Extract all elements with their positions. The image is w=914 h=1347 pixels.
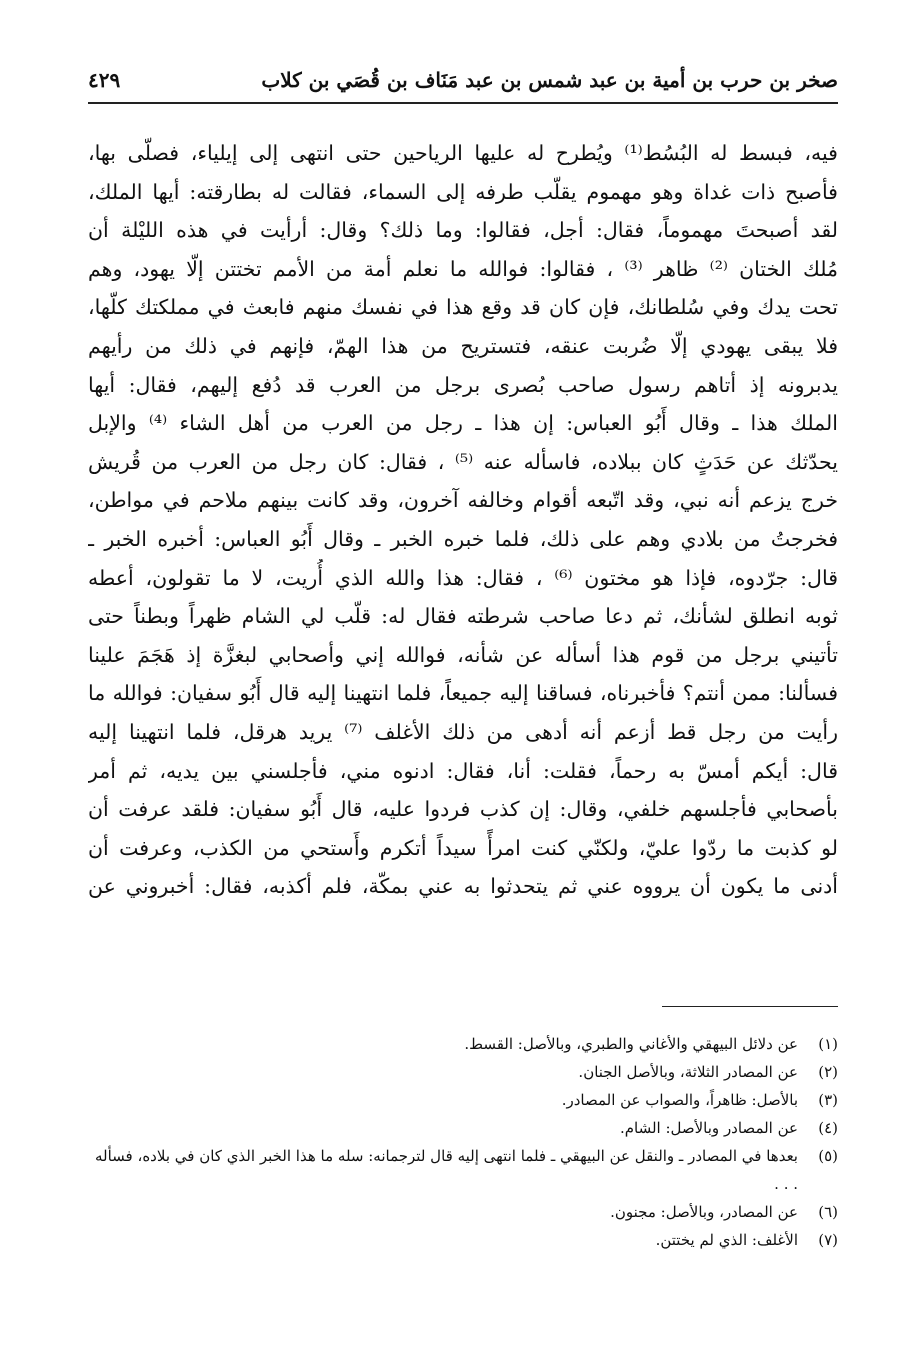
body-line: فيه، فبسط له البُسُط⁽¹⁾ ويُطرح له عليها الرياحين حتى انتهى إلى إيلياء، فصلّى بها، bbox=[88, 141, 838, 165]
footnote-separator bbox=[662, 1006, 838, 1007]
body-line: فخرجتُ من بلادي وهم على ذلك، فلما خبره الخبر ـ وقال أَبُو العباس: أخبره الخبر ـ bbox=[88, 526, 838, 551]
footnote-text: عن المصادر، وبالأصل: مجنون. bbox=[610, 1203, 798, 1221]
body-line: تأتيني برجل من قوم هذا أسأله عن شأنه، فوالله إني وأصحابي لبغزَّة إذ هَجَمَ علينا bbox=[88, 642, 838, 667]
body-line: رأيت من رجل قط أزعم أنه أدهى من ذلك الأغلف ⁽⁷⁾ يريد هرقل، فلما انتهينا إليه bbox=[88, 719, 838, 744]
footnote-text: بالأصل: ظاهراً، والصواب عن المصادر. bbox=[561, 1091, 798, 1109]
footnote bbox=[88, 1086, 838, 1114]
body-line: تحت يدك وفي سُلطانك، فإن كان قد وقع هذا في نفسك منهم فابعث في مملكتك كلّها، bbox=[88, 295, 838, 320]
body-line: فسألنا: ممن أنتم؟ فأخبرناه، فساقنا إليه جميعاً، فلما انتهينا إليه قال أَبُو سفيان: فوالله ما bbox=[88, 681, 838, 706]
body-line: فلا يبقى يهودي إلّا ضُربت عنقه، فتستريح من هذا الهمّ، فإنهم في ذلك من رأيهم bbox=[88, 333, 838, 358]
running-title: صخر بن حرب بن أمية بن عبد شمس بن عبد مَنَاف بن قُصَي بن كلاب bbox=[261, 68, 838, 92]
footnote-number: (٦) bbox=[818, 1203, 838, 1221]
footnote bbox=[88, 1198, 838, 1226]
body-text bbox=[88, 134, 838, 906]
body-line: مُلك الختان ⁽²⁾ ظاهر ⁽³⁾ ، فقالوا: فوالله ما نعلم أمة من الأمم تختتن إلّا يهود، وهم bbox=[88, 256, 838, 281]
footnote bbox=[88, 1226, 838, 1254]
footnote-number: (٤) bbox=[818, 1119, 838, 1137]
body-line: يدبرونه إذ أتاهم رسول صاحب بُصرى برجل من العرب قد دُفع إليهم، فقال: أيها bbox=[88, 372, 838, 397]
page-number: ٤٢٩ bbox=[88, 68, 121, 92]
body-line: ثوبه انطلق لشأنك، ثم دعا صاحب شرطته فقال له: قلّب لي الشام ظهراً وبطناً حتى bbox=[88, 604, 838, 629]
footnote-number: (٧) bbox=[818, 1231, 838, 1249]
body-line: لو كذبت ما ردّوا عليّ، ولكنّي كنت امرأً سيداً أتكرم وأَستحي من الكذب، وعرفت أن bbox=[88, 835, 838, 860]
footnote bbox=[88, 1114, 838, 1142]
footnote-number: (٥) bbox=[818, 1147, 838, 1165]
footnote bbox=[88, 1058, 838, 1086]
body-line: يحدّثك عن حَدَثٍ كان ببلاده، فاسأله عنه ⁽⁵⁾ ، فقال: كان رجل من العرب من قُريش bbox=[88, 449, 838, 474]
body-line: أدنى ما يكون أن يرووه عني ثم يتحدثوا به عني بمكّة، فلم أكذبه، فقال: أخبروني عن bbox=[88, 874, 838, 899]
footnote-number: (١) bbox=[818, 1035, 838, 1053]
footnote-text: عن المصادر الثلاثة، وبالأصل الجنان. bbox=[578, 1063, 798, 1081]
body-line: خرج يزعم أنه نبي، وقد اتّبعه أقوام وخالفه آخرون، وقد كانت بينهم ملاحم في مواطن، bbox=[88, 488, 838, 513]
running-header bbox=[88, 58, 838, 104]
footnote-number: (٣) bbox=[818, 1091, 838, 1109]
body-line: الملك هذا ـ وقال أَبُو العباس: إن هذا ـ رجل من العرب من أهل الشاء ⁽⁴⁾ والإبل bbox=[88, 411, 838, 436]
footnote-text: بعدها في المصادر ـ والنقل عن البيهقي ـ فلما انتهى إليه قال لترجمانه: سله ما هذا الخبر الذي كان في بلاده، فسأله . . . bbox=[94, 1147, 798, 1193]
body-line: قال: أيكم أمسّ به رحماً، فقلت: أنا، فقال: ادنوه مني، فأجلسني بين يديه، ثم أمر bbox=[88, 758, 838, 783]
footnote bbox=[88, 1030, 838, 1058]
body-line: لقد أصبحتَ مهموماً، فقال: أجل، فقالوا: وما ذلك؟ وقال: أرأيت في هذه الليْلة أن bbox=[88, 218, 838, 243]
footnote-text: الأغلف: الذي لم يختتن. bbox=[655, 1231, 798, 1249]
body-line: فأصبح ذات غداة وهو مهموم يقلّب طرفه إلى السماء، فقالت له بطارقته: أيها الملك، bbox=[88, 179, 838, 204]
footnote-text: عن المصادر وبالأصل: الشام. bbox=[619, 1119, 798, 1137]
footnotes bbox=[88, 1030, 838, 1254]
footnote-text: عن دلائل البيهقي والأغاني والطبري، وبالأصل: القسط. bbox=[464, 1035, 798, 1053]
footnote-number: (٢) bbox=[818, 1063, 838, 1081]
body-line: بأصحابي فأجلسهم خلفي، وقال: إن كذب فردوا عليه، قال أَبُو سفيان: فلقد عرفت أن bbox=[88, 797, 838, 822]
footnote bbox=[88, 1142, 838, 1198]
body-line: قال: جرّدوه، فإذا هو مختون ⁽⁶⁾ ، فقال: هذا والله الذي أُريت، لا ما تقولون، أعطه bbox=[88, 565, 838, 590]
